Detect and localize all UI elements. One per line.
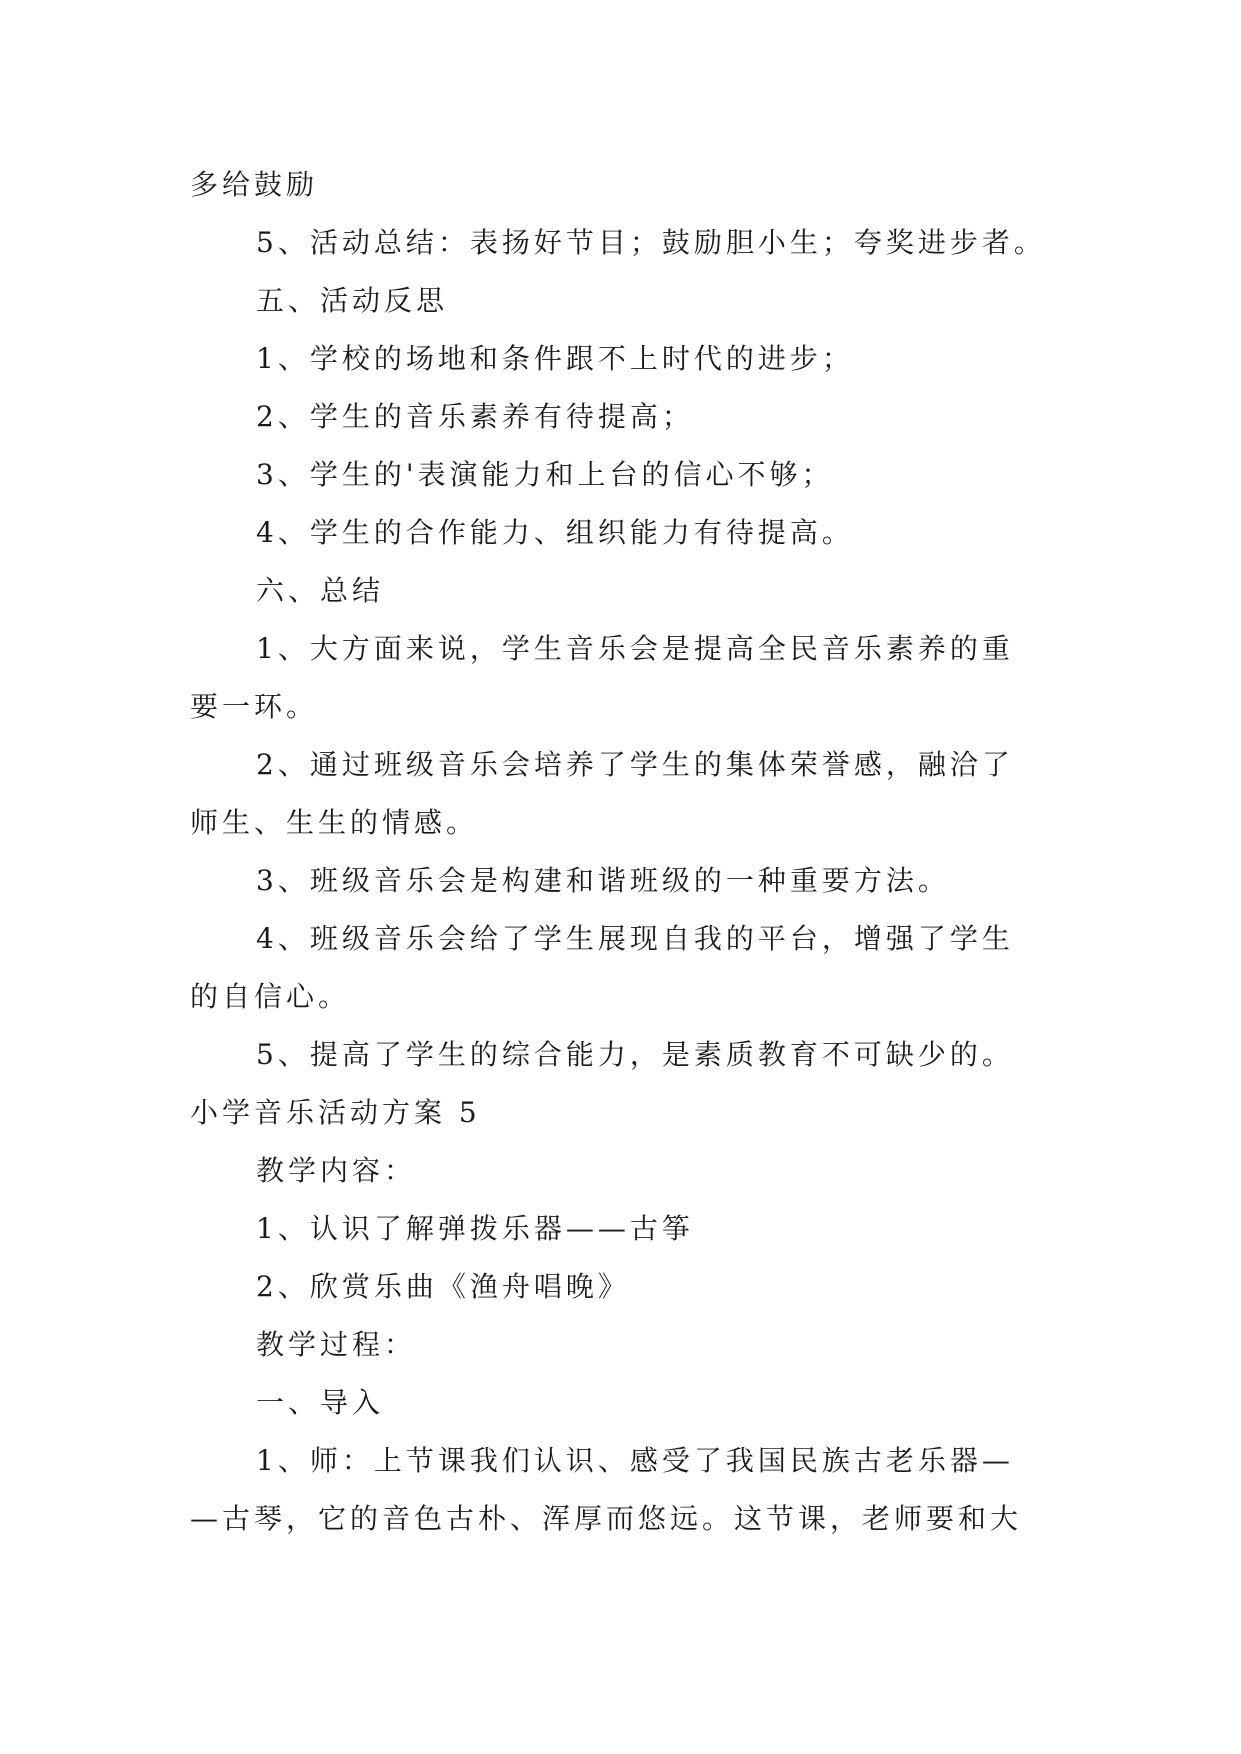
text-line: 1、师：上节课我们认识、感受了我国民族古老乐器— — [256, 1444, 1014, 1477]
section-heading: 六、总结 — [256, 574, 385, 607]
section-heading: 一、导入 — [256, 1386, 385, 1419]
text-line: 2、通过班级音乐会培养了学生的集体荣誉感，融洽了 — [256, 748, 1014, 781]
text-line: 1、大方面来说，学生音乐会是提高全民音乐素养的重 — [256, 632, 1014, 665]
section-heading: 教学内容： — [256, 1154, 417, 1187]
text-line: 2、学生的音乐素养有待提高； — [256, 400, 694, 433]
text-line: 5、活动总结：表扬好节目；鼓励胆小生；夸奖进步者。 — [256, 226, 1046, 259]
text-line: 1、学校的场地和条件跟不上时代的进步； — [256, 342, 854, 375]
text-line: 4、学生的合作能力、组织能力有待提高。 — [256, 516, 854, 549]
document-title: 小学音乐活动方案 5 — [190, 1096, 481, 1129]
text-line: 5、提高了学生的综合能力，是素质教育不可缺少的。 — [256, 1038, 1014, 1071]
text-line: 要一环。 — [190, 690, 319, 723]
text-line: —古琴，它的音色古朴、浑厚而悠远。这节课，老师要和大 — [190, 1502, 1023, 1535]
text-line: 2、欣赏乐曲《渔舟唱晚》 — [256, 1270, 630, 1303]
text-line: 3、班级音乐会是构建和谐班级的一种重要方法。 — [256, 864, 950, 897]
text-line: 1、认识了解弹拨乐器——古筝 — [256, 1212, 694, 1245]
text-line: 4、班级音乐会给了学生展现自我的平台，增强了学生 — [256, 922, 1014, 955]
text-line: 多给鼓励 — [190, 168, 319, 201]
section-heading: 五、活动反思 — [256, 284, 449, 317]
section-heading: 教学过程： — [256, 1328, 417, 1361]
text-line: 的自信心。 — [190, 980, 351, 1013]
text-line: 3、学生的'表演能力和上台的信心不够； — [256, 458, 834, 491]
text-line: 师生、生生的情感。 — [190, 806, 479, 839]
